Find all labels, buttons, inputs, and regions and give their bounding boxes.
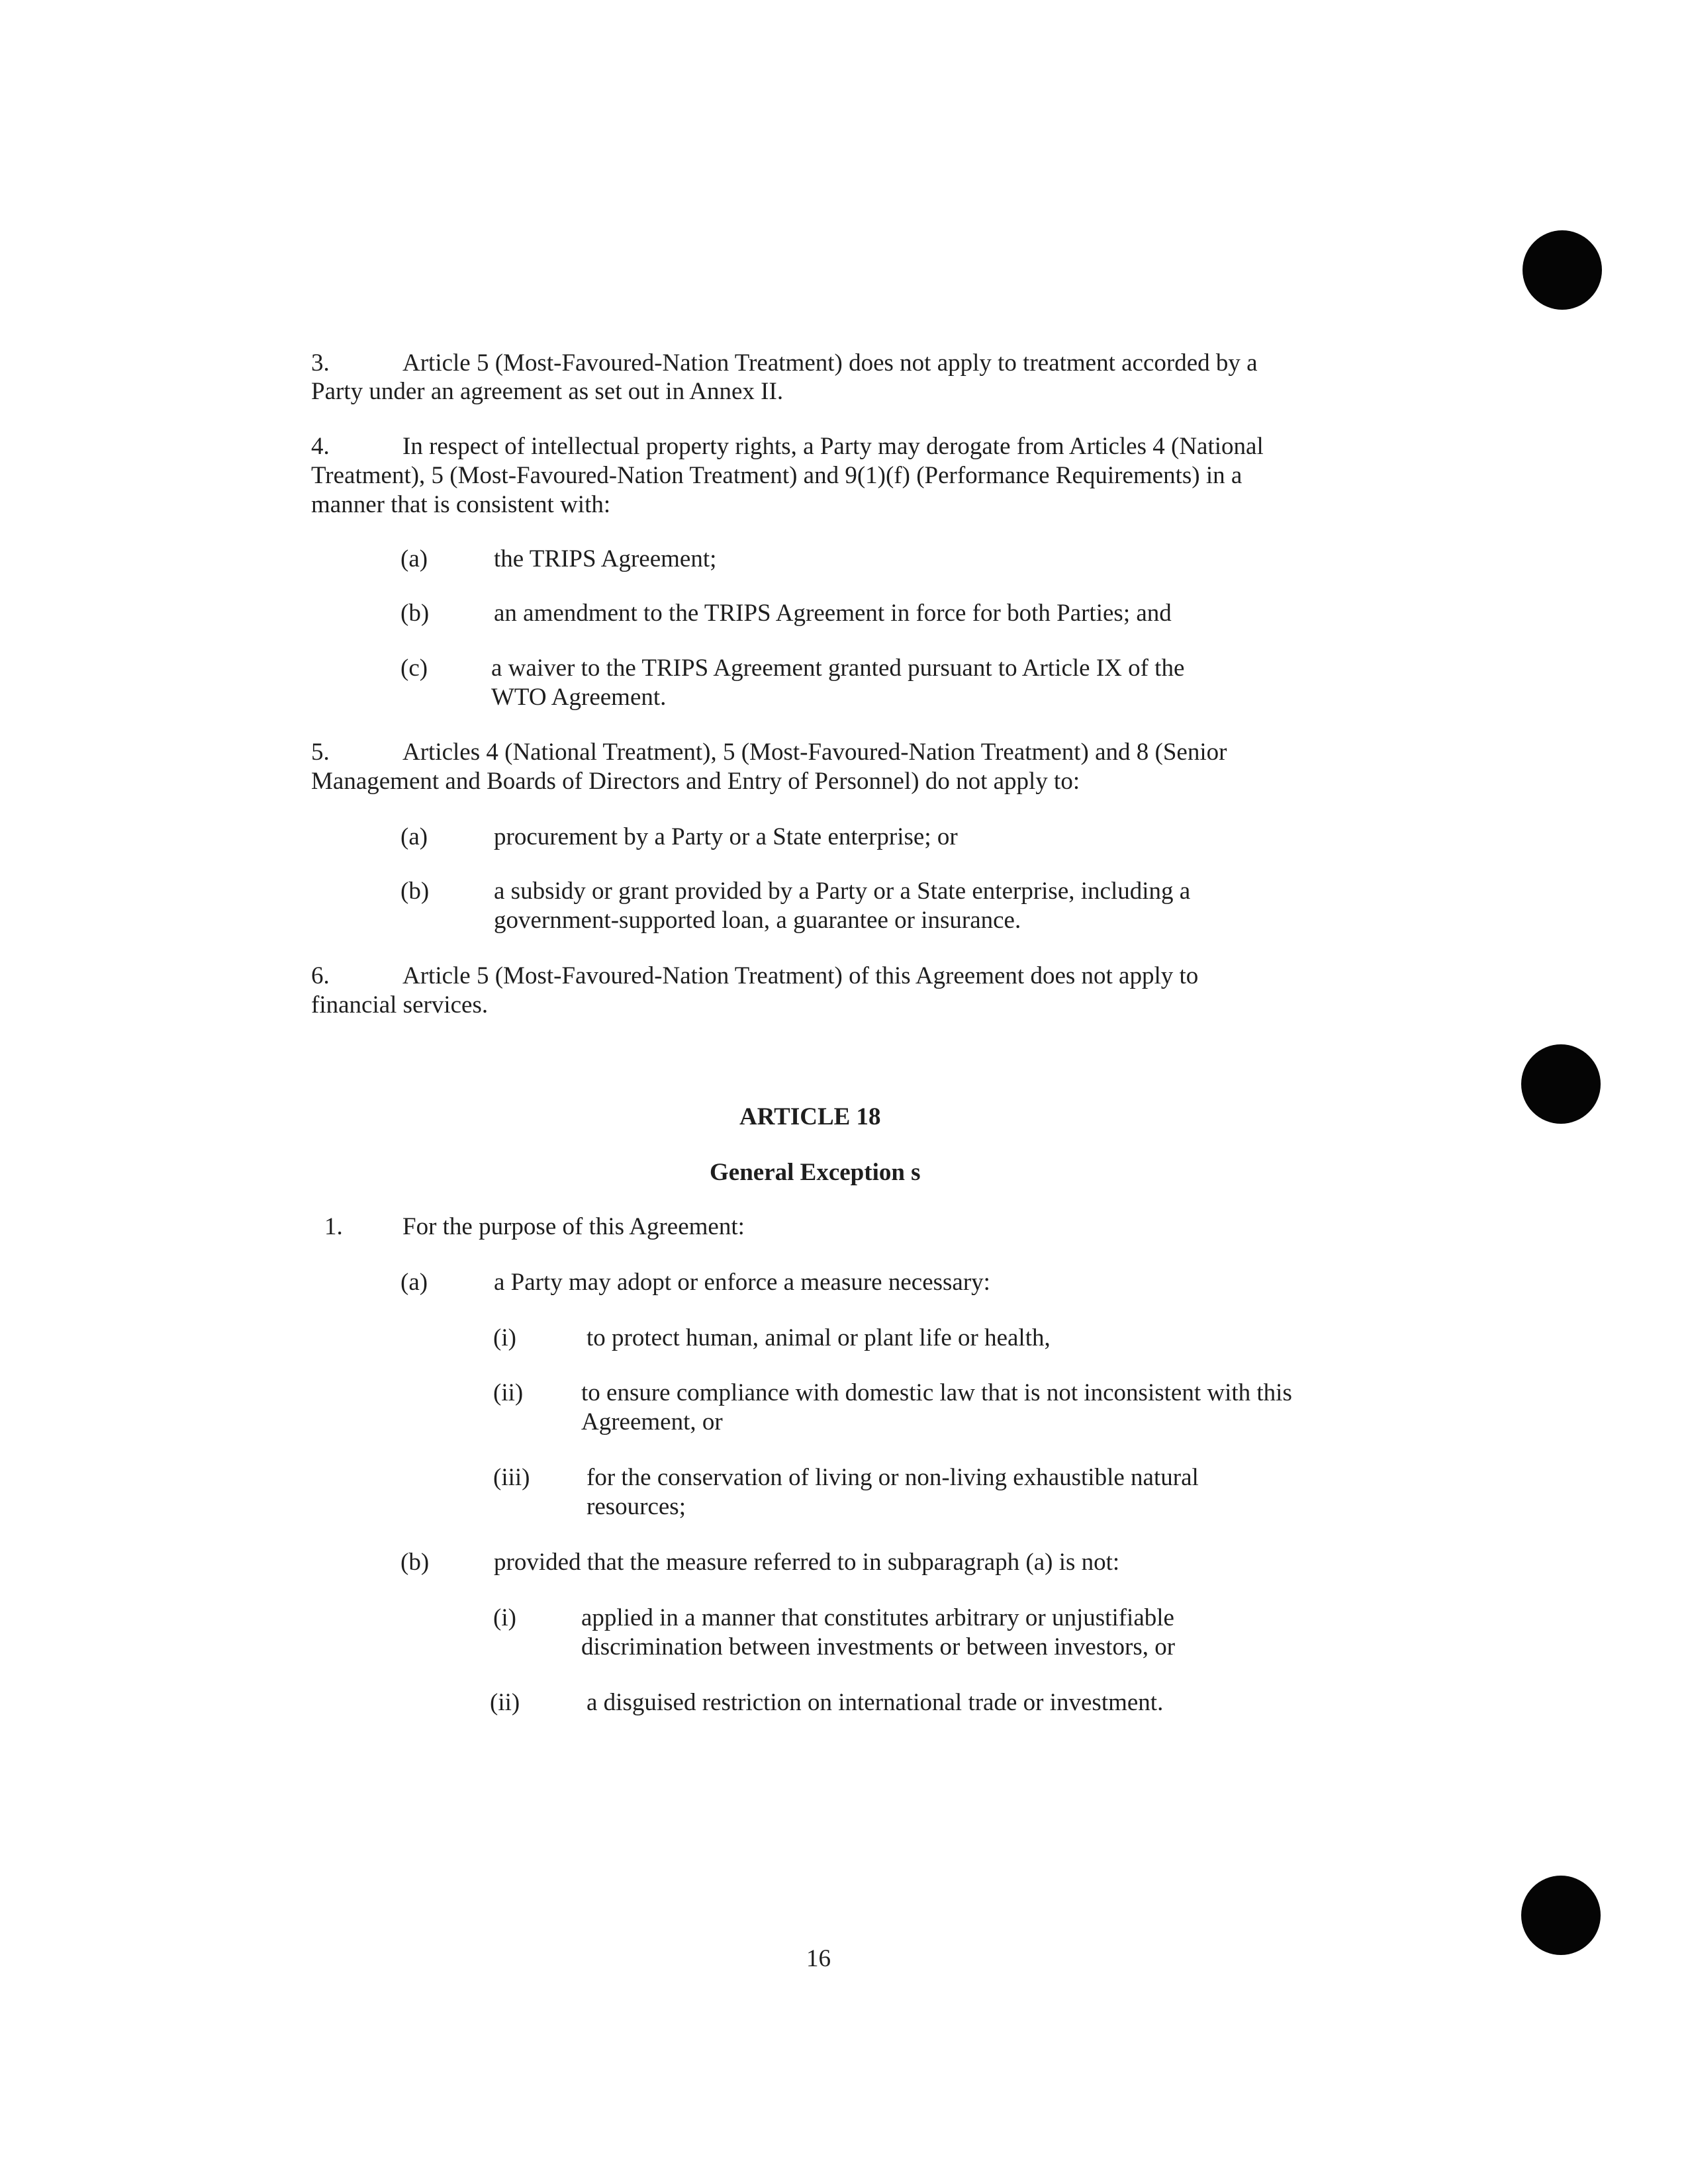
para1-a-i-text: to protect human, animal or plant life or health, xyxy=(586,1324,1051,1351)
para5-item-b-line2: government-supported loan, a guarantee or insurance. xyxy=(494,907,1021,934)
para4-item-c-line1: a waiver to the TRIPS Agreement granted pursuant to Article IX of the xyxy=(491,655,1185,682)
para1-b-i-line2: discrimination between investments or between investors, or xyxy=(581,1633,1176,1661)
para1-a-text: a Party may adopt or enforce a measure necessary: xyxy=(494,1269,990,1296)
para4-item-a-text: the TRIPS Agreement; xyxy=(494,545,717,572)
para4-item-b-label: (b) xyxy=(400,600,430,627)
para4-number: 4. xyxy=(311,433,330,460)
para6-number: 6. xyxy=(311,962,330,989)
para1-line1: For the purpose of this Agreement: xyxy=(402,1213,745,1240)
para1-b-i-label: (i) xyxy=(493,1604,516,1631)
para5-item-b-line1: a subsidy or grant provided by a Party or a State enterprise, including a xyxy=(494,878,1191,905)
para1-b-text: provided that the measure referred to in subparagraph (a) is not: xyxy=(494,1549,1120,1576)
para3-number: 3. xyxy=(311,349,330,377)
para1-a-iii-line1: for the conservation of living or non-living exhaustible natural xyxy=(586,1464,1199,1491)
para1-b-i-line1: applied in a manner that constitutes arbitrary or unjustifiable xyxy=(581,1604,1174,1631)
para1-a-label: (a) xyxy=(400,1269,428,1296)
para6-line1: Article 5 (Most-Favoured-Nation Treatment) of this Agreement does not apply to xyxy=(402,962,1199,989)
para4-item-c-label: (c) xyxy=(400,655,428,682)
binder-hole-top xyxy=(1523,230,1602,310)
para6-line2: financial services. xyxy=(311,991,489,1019)
para5-item-a-label: (a) xyxy=(400,823,428,850)
para4-line3: manner that is consistent with: xyxy=(311,491,611,518)
para4-item-b-text: an amendment to the TRIPS Agreement in force for both Parties; and xyxy=(494,600,1172,627)
para4-line2: Treatment), 5 (Most-Favoured-Nation Treatment) and 9(1)(f) (Performance Requirements) in a xyxy=(311,462,1243,489)
para5-item-b-label: (b) xyxy=(400,878,430,905)
para1-b-ii-text: a disguised restriction on international trade or investment. xyxy=(586,1689,1164,1716)
para1-a-ii-label: (ii) xyxy=(493,1379,524,1406)
para5-line2: Management and Boards of Directors and Entry of Personnel) do not apply to: xyxy=(311,768,1080,795)
article-heading: ARTICLE 18 xyxy=(739,1103,881,1130)
page-number: 16 xyxy=(806,1945,831,1972)
para1-a-ii-line2: Agreement, or xyxy=(581,1408,723,1435)
para1-a-iii-line2: resources; xyxy=(586,1493,686,1520)
para4-item-a-label: (a) xyxy=(400,545,428,572)
para5-line1: Articles 4 (National Treatment), 5 (Most-Favoured-Nation Treatment) and 8 (Senior xyxy=(402,739,1227,766)
para1-a-ii-line1: to ensure compliance with domestic law that is not inconsistent with this xyxy=(581,1379,1292,1406)
para4-item-c-line2: WTO Agreement. xyxy=(491,684,667,711)
para5-item-a-text: procurement by a Party or a State enterprise; or xyxy=(494,823,958,850)
para4-line1: In respect of intellectual property rights, a Party may derogate from Articles 4 (National xyxy=(402,433,1264,460)
para1-b-label: (b) xyxy=(400,1549,430,1576)
para1-number: 1. xyxy=(324,1213,343,1240)
para3-line1: Article 5 (Most-Favoured-Nation Treatment) does not apply to treatment accorded by a xyxy=(402,349,1258,377)
article-title: General Exception s xyxy=(710,1159,921,1186)
binder-hole-middle xyxy=(1521,1044,1601,1124)
para1-a-i-label: (i) xyxy=(493,1324,516,1351)
para5-number: 5. xyxy=(311,739,330,766)
para1-b-ii-label: (ii) xyxy=(490,1689,520,1716)
para3-line2: Party under an agreement as set out in Annex II. xyxy=(311,378,784,405)
para1-a-iii-label: (iii) xyxy=(493,1464,530,1491)
binder-hole-bottom xyxy=(1521,1876,1601,1955)
